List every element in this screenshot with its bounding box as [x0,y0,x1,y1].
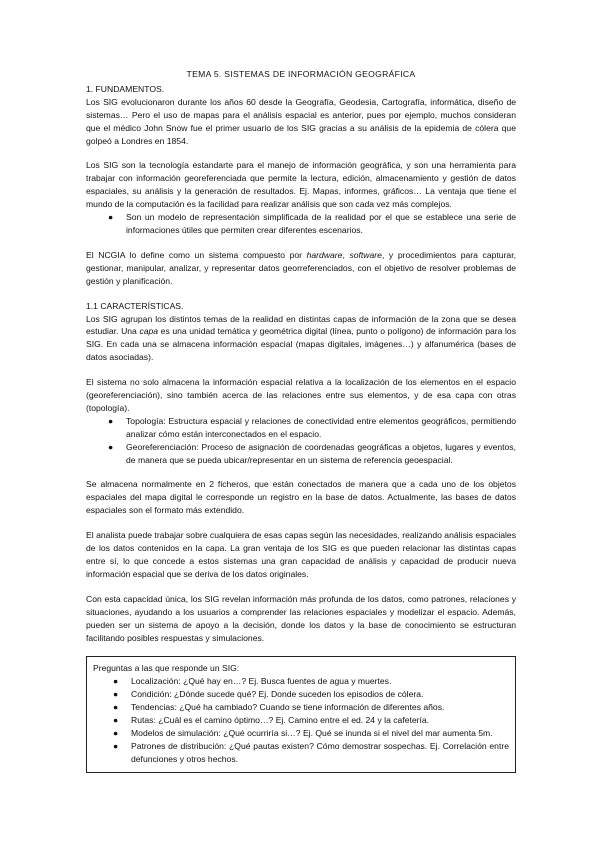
questions-list [93,675,509,765]
list-item [93,675,509,688]
term-software: software [349,249,382,260]
paragraph-caracteristicas-1: Los SIG agrupan los distintos temas de la realidad en distintas capas de información de la zona que se desea estudiar. Una capa es una unidad temática y geométrica digital (línea, punto o polígono) de información para los SIG. En cada una se almacena información espacial (mapas digitales, imágenes…) y alfanumérica (bases de datos asociadas). [86,313,517,363]
bullet-icon: ● [113,689,119,700]
list-item [93,727,509,740]
list-item-text: Condición: ¿Dónde sucede qué? Ej. Donde suceden los episodios de cólera. [131,689,424,700]
questions-box [86,656,516,772]
bullet-icon: ● [108,212,114,223]
bullet-icon: ● [113,727,119,738]
list-item [86,415,516,441]
list-item-text: Patrones de distribución: ¿Qué pautas existen? Cómo demostrar sospechas. Ej. Correlación entre defunciones y otros hechos. [131,740,509,764]
list-item-text: Rutas: ¿Cuál es el camino óptimo…? Ej. Camino entre el ed. 24 y la cafetería. [131,715,430,726]
bullet-list-fundamentos [86,211,516,237]
list-item [93,740,509,766]
paragraph-caracteristicas-4: El analista puede trabajar sobre cualquiera de esas capas según las necesidades, realizando análisis espaciales de los datos contenidos en la capa. La gran ventaja de los SIG es que pueden relacionar las distintas capas entre sí, lo que concede a estos sistemas una gran capacidad de análisis y capacidad de producir nueva información espacial que se deriva de los datos originales. [86,530,516,579]
section-heading-fundamentos: 1. FUNDAMENTOS. [86,83,165,94]
bullet-list-caracteristicas [86,415,516,467]
document-page [86,68,516,773]
bullet-icon: ● [113,676,119,687]
list-item [86,211,516,237]
paragraph-caracteristicas-3: Se almacena normalmente en 2 ficheros, que están conectados de manera que a cada uno de los objetos espaciales del mapa digital le corresponde un registro en la base de datos. Actualmente, las bases de datos espaciales son el formato más extendido. [86,479,516,516]
list-item-text: Modelos de simulación: ¿Qué ocurriría si…? Ej. Qué se inunda si el nivel del mar aumenta 5m. [131,727,493,738]
list-item-text: Tendencias: ¿Qué ha cambiado? Cuando se tiene información de diferentes años. [131,702,445,713]
questions-box-heading: Preguntas a las que responde un SIG: [93,663,240,674]
paragraph-fundamentos-1: Los SIG evolucionaron durante los años 60 desde la Geografía, Geodesia, Cartografía, informática, diseño de sistemas… Pero el uso de mapas para el análisis espacial es anterior, pues por ejemplo, muchos consideran que el médico John Snow fue el primer usuario de los SIG gracias a su análisis de la epidemia de cólera que golpeó a Londres en 1854. [86,96,516,146]
bullet-icon: ● [108,415,114,426]
list-item [93,714,509,727]
bullet-icon: ● [113,702,119,713]
term-hardware: hardware [306,249,343,260]
list-item-text: Georeferenciación: Proceso de asignación de coordenadas geográficas a objetos, lugares y eventos, de manera que se pueda ubicar/representar en un sistema de referencia geoespacial. [126,441,516,465]
paragraph-ncgia: El NCGIA lo define como un sistema compuesto por hardware, software, y procedimientos para capturar, gestionar, manipular, analizar, y representar datos georreferenciados, con el objetivo de resolver problemas de gestión y planificación. [86,249,516,286]
list-item-text: Localización: ¿Qué hay en…? Ej. Busca fuentes de agua y muertes. [131,676,392,687]
paragraph-caracteristicas-5: Con esta capacidad única, los SIG revelan información más profunda de los datos, como patrones, relaciones y situaciones, ayudando a los usuarios a comprender las relaciones espaciales y modelizar el espacio. Además, pueden ser un sistema de apoyo a la decisión, donde los datos y la base de conocimiento se estructuran facilitando posibles respuestas y simulaciones. [86,593,516,643]
list-item-text: Topología: Estructura espacial y relaciones de conectividad entre elementos geográficos, permitiendo analizar cómo están interconectados en el espacio. [126,415,516,439]
paragraph-caracteristicas-2: El sistema no solo almacena la información espacial relativa a la localización de los elementos en el espacio (georeferenciación), sino también acerca de las relaciones entre sus elementos, y de esa capa con otras (topología). [86,377,516,413]
list-item [86,441,516,467]
list-item [93,701,509,714]
list-item [93,688,509,701]
bullet-icon: ● [108,441,114,452]
bullet-icon: ● [113,740,119,751]
document-title: TEMA 5. SISTEMAS DE INFORMACIÓN GEOGRÁFICA [186,69,416,79]
paragraph-fundamentos-2: Los SIG son la tecnología estandarte para el manejo de información geográfica, y son una herramienta para trabajar con información georeferenciada que permite la lectura, edición, almacenamiento y gestión de datos espaciales, su análisis y la generación de resultados. Ej. Mapas, informes, gráficos… La ventaja que tiene el mundo de la computación es la facilidad para realizar análisis que son cada vez más complejos. [86,160,516,210]
list-item-text: Son un modelo de representación simplificada de la realidad por el que se establece una serie de informaciones útiles que permiten crear diferentes escenarios. [126,212,516,235]
section-heading-caracteristicas: 1.1 CARACTERÍSTICAS. [86,300,184,311]
term-capa: capa [139,326,159,337]
bullet-icon: ● [113,715,119,726]
